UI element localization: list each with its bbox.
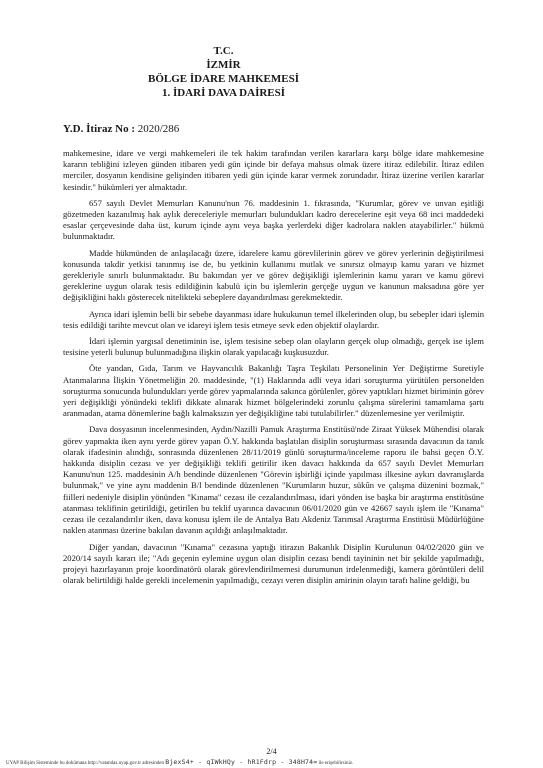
case-number: 2020/286 bbox=[137, 123, 180, 135]
court-header bbox=[0, 44, 543, 100]
paragraph-6: Öte yandan, Gıda, Tarım ve Hayvancılık Bakanlığı Taşra Teşkilatı Personelinin Yer Değiştirme Suretiyle Atanmalarına İlişkin Yönetmeliğin 20. maddesinde, "(1) Haklarında adli veya idari soruşturma yürütülen personelden soruşturma sonucunda bulundukları yerde görev yapmalarında sakınca görülenler, görev yaptıkları hizmet biriminin görev yeri değişikliği yönündeki teklifi dikkate alınarak hizmet bölgelerindeki zorunlu çalışma sürelerini tamamlama şartı aranmadan, atama dönemlerine bağlı kalmaksızın yer değişikliğine tabi tutulabilirler." düzenlemesine yer verilmiştir. bbox=[63, 363, 484, 419]
paragraph-5: İdari işlemin yargısal denetiminin ise, işlem tesisine sebep olan olayların gerçek olup olmadığı, gerçek ise işlem tesisine yeterli bulunup bulunmadığına ilişkin olarak yapılacağı kuşkusuzdur. bbox=[63, 336, 484, 358]
paragraph-2: 657 sayılı Devlet Memurları Kanunu'nun 76. maddesinin 1. fıkrasında, "Kurumlar, görev ve unvan eşitliği gözetmeden kazanılmış hak aylık dereceleriyle memurları bulundukları kadro derecelerine eşit veya 68 inci maddedeki esaslar çerçevesinde daha üst, kurum içinde aynı veya başka yerlerdeki diğer kadrolara naklen atayabilirler." hükmü bulunmaktadır. bbox=[63, 197, 484, 242]
paragraph-3: Madde hükmünden de anlaşılacağı üzere, idarelere kamu görevlilerinin görev ve görev yerlerinin değiştirilmesi konusunda takdir yetkisi tanınmış ise de, bu yetkinin kullanımı mutlak ve sınırsız olmayıp kamu yararı ve hizmet gerekleriyle sınırlı bulunmaktadır. Bu bakımdan yer ve görev değişikliği işlemlerinin kamu yararı ve kamu görevi gereklerine uygun olarak tesis edildiğinin kabulü için bu işlemlerin gerçeğe uygun ve kanunun maksadına göre yer değişikliğini haklı gösterecek nitelikteki sebeplere dayandırılması gerekmektedir. bbox=[63, 247, 484, 303]
paragraph-7: Dava dosyasının incelenmesinden, Aydın/Nazilli Pamuk Araştırma Enstitüsü'nde Ziraat Yüksek Mühendisi olarak görev yapmakta iken aynı yerde görev yapan Ö.Y. hakkında başlatılan disiplin soruşturması sırasında davacının da tanık olarak ifadesinin alındığı, sonrasında düzenlenen 28/11/2019 günlü soruşturma/inceleme raporu ile bahsi geçen Ö.Y. hakkında disiplin cezası ve yer değişikliği teklifi getirilir iken davacı hakkında da 657 sayılı Devlet Memurları Kanunu'nun 125. maddesinin A/h bendinde düzenlenen "Görevin işbirliği içinde yapılması ilkesine aykırı davranışlarda bulunmak," ve yine aynı maddenin B/l bendinde düzenlenen "Kurumların huzur, sükûn ve çalışma düzenini bozmak," fiilleri nedeniyle disiplin yönünden "Kınama" cezası ile cezalandırılması, idari yönden ise başka bir araştırma enstitüsüne atanması teklifinin getirildiği, getirilen bu teklif uyarınca davacının 06/01/2020 gün ve 42667 sayılı işlem ile "Kınama" cezası ile cezalandırılır iken, dava konusu işlem ile de Antalya Batı Akdeniz Tarımsal Araştırma Enstitüsü Müdürlüğüne naklen atanması üzerine bakılan davanın açıldığı anlaşılmaktadır. bbox=[63, 424, 484, 536]
paragraph-1: mahkemesine, idare ve vergi mahkemeleri ile tek hakim tarafından verilen kararlara karşı bölge idare mahkemesine kararın tebliğini izleyen günden itibaren yedi gün içinde bir defaya mahsus olmak üzere itiraz edilebilir. İtiraz edilen merciler, dosyanın kendisine gelişinden itibaren yedi gün içinde karar vermek zorundadır. İtiraz üzerine verilen kararlar kesindir." hükümleri yer almaktadır. bbox=[63, 148, 484, 192]
verification-code: BjexS4+ - qIWkHQy - hR1Fdrp - 348H74= bbox=[165, 758, 318, 766]
page-number: 2/4 bbox=[266, 747, 277, 756]
footer-note-prefix: UYAP Bilişim Sisteminde bu dokümana http://vatandas.uyap.gov.tr adresinden bbox=[6, 761, 164, 766]
header-tc: T.C. bbox=[213, 45, 234, 57]
footer-verification-note bbox=[6, 758, 538, 766]
document-body bbox=[63, 148, 484, 591]
header-city: İZMİR bbox=[206, 59, 241, 71]
header-court: BÖLGE İDARE MAHKEMESİ bbox=[148, 73, 299, 85]
paragraph-8: Diğer yandan, davacının "Kınama" cezasına yaptığı itirazın Bakanlık Disiplin Kurulunun 04/02/2020 gün ve 2020/14 sayılı kararı ile; "Adı geçenin eylemine uygun olan disiplin cezası bendi tayininin net bir şekilde yapılmadığı, projeyi hazırlayanın proje koordinatörü olarak görevlendirilmemesi durumunun irdelenmediği, kamera görüntüleri delil olarak belirtildiği halde gerekli incelemenin yapılmadığı, cezayı veren disiplin amirinin olayın tarafı haline geldiği, bu bbox=[63, 541, 484, 586]
footer-note-suffix: ile erişebilirsiniz. bbox=[318, 761, 354, 766]
case-number-line bbox=[63, 123, 179, 135]
header-chamber: 1. İDARİ DAVA DAİRESİ bbox=[161, 87, 286, 99]
case-label: Y.D. İtiraz No : bbox=[63, 123, 135, 135]
paragraph-4: Ayrıca idari işlemin belli bir sebebe dayanması idare hukukunun temel ilkelerinden olup, bu sebepler idari işlemin tesis edildiği tarihte mevcut olan ve idareyi işlem tesis etmeye sevk eden objektif olaylardır. bbox=[63, 308, 484, 330]
